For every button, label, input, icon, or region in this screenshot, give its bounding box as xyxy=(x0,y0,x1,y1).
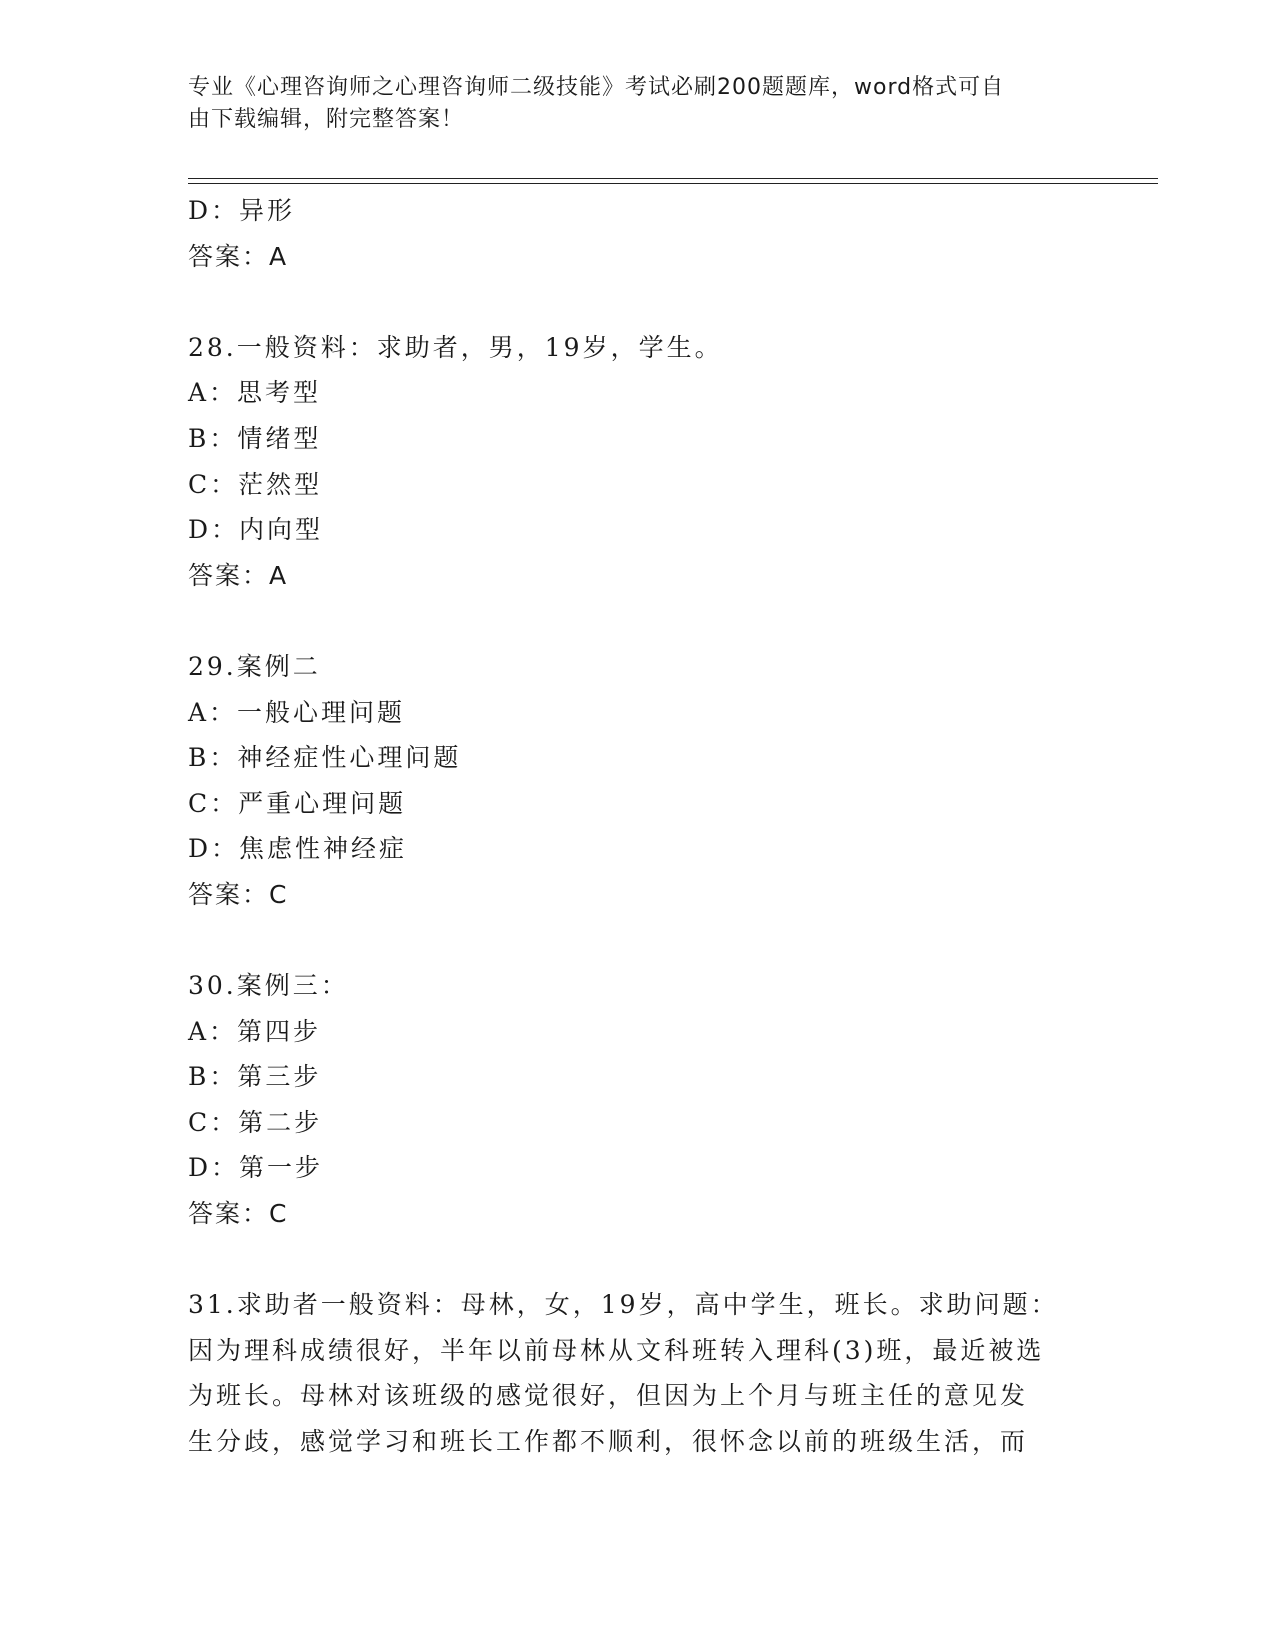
answer: 答案：C xyxy=(188,879,289,909)
answer: 答案：C xyxy=(188,1199,289,1229)
prev-answer: 答案：A xyxy=(188,241,289,271)
option-d: D：内向型 xyxy=(188,515,324,545)
spacer xyxy=(188,918,1088,964)
question-stem-line-3: 为班长。母林对该班级的感觉很好，但因为上个月与班主任的意见发 xyxy=(188,1381,1029,1411)
prev-option-d: D：异形 xyxy=(188,196,296,225)
question-stem-line-1: 31.求助者一般资料：母林，女，19岁，高中学生，班长。求助问题： xyxy=(188,1290,1059,1320)
document-header xyxy=(188,72,1068,136)
question-29 xyxy=(188,644,1088,918)
question-stem: 29.案例二 xyxy=(188,651,321,681)
question-30 xyxy=(188,963,1088,1237)
option-b: B：情绪型 xyxy=(188,423,322,453)
spacer xyxy=(188,1237,1088,1283)
answer: 答案：A xyxy=(188,560,289,590)
question-stem-line-2: 因为理科成绩很好，半年以前母林从文科班转入理科(3)班，最近被选 xyxy=(188,1335,1045,1365)
spacer xyxy=(188,279,1088,325)
header-title-line-2: 由下载编辑，附完整答案！ xyxy=(188,107,465,132)
question-stem-line-4: 生分歧，感觉学习和班长工作都不顺利，很怀念以前的班级生活，而 xyxy=(188,1427,1029,1457)
option-b: B：第三步 xyxy=(188,1062,322,1092)
option-c: C：严重心理问题 xyxy=(188,788,407,818)
question-stem: 28.一般资料：求助者，男，19岁，学生。 xyxy=(188,332,723,362)
option-b: B：神经症性心理问题 xyxy=(188,743,462,773)
question-31 xyxy=(188,1282,1088,1464)
header-divider-top xyxy=(188,178,1158,179)
option-a: A：一般心理问题 xyxy=(188,697,406,727)
question-stem: 30.案例三： xyxy=(188,971,349,1001)
option-a: A：思考型 xyxy=(188,378,322,408)
option-a: A：第四步 xyxy=(188,1016,322,1046)
question-28 xyxy=(188,325,1088,599)
option-c: C：茫然型 xyxy=(188,469,323,499)
option-c: C：第二步 xyxy=(188,1107,323,1137)
spacer xyxy=(188,598,1088,644)
question-list xyxy=(188,188,1088,1465)
header-divider-bottom xyxy=(188,183,1158,184)
header-title-line-1: 专业《心理咨询师之心理咨询师二级技能》考试必刷200题题库，word格式可自 xyxy=(188,75,1005,100)
option-d: D：焦虑性神经症 xyxy=(188,834,408,864)
option-d: D：第一步 xyxy=(188,1153,324,1183)
